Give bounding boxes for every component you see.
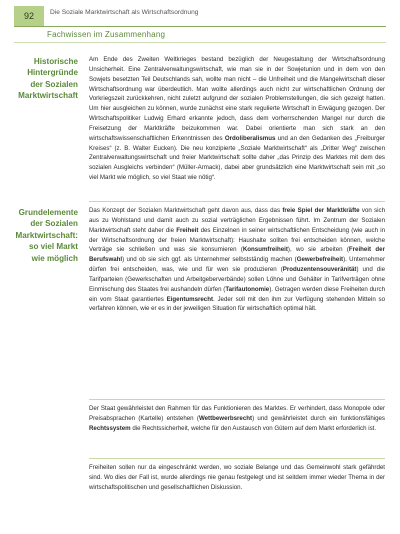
text-run: ). Getragen werden diese Freiheiten durch ein vom Staat garantiertes [89,285,385,303]
margin-heading-elements [8,207,78,264]
paragraph-history [89,55,385,183]
page-header [0,0,400,26]
text-run: . Jeder soll mit den ihm zur Verfügung stehenden Mitteln so verfahren können, wie er es in der jeweiligen Situation für wirtschaftlich optimal hält. [89,295,386,313]
text-run: ). Unternehmer dürfen frei entscheiden, was, wie und für wen sie produzieren ( [89,256,385,274]
paragraph-state-role [89,404,385,434]
margin-heading-line: Marktwirtschaft: [15,230,78,240]
margin-heading-line: der Sozialen [30,219,78,229]
page-number: 92 [14,6,44,26]
bold-term: freie Spiel der Marktkräfte [282,207,360,214]
text-run: Freiheiten sollen nur da eingeschränkt werden, wo soziale Belange und das Gemeinwohl stark gefährdet sind. Wo dies der Fall ist, wurde allerdings nie genau festgelegt und ist seitdem immer wieder Thema in der wirtschaftspolitischen und gesellschaftlichen Diskussion. [89,464,385,491]
text-run: von sich aus zu Wohlstand und damit auch zu sozial verträglichen Ergebnissen führt. Im Zentrum der Sozialen Marktwirtschaft steht daher die [89,207,386,234]
section-title: Fachwissen im Zusammenhang [47,30,166,39]
text-run: Am Ende des Zweiten Weltkrieges bestand bezüglich der Neugestaltung der Wirtschaftsordnung Unsicherheit. Eine Zentralverwaltungswirtschaft, wie man sie in der Sowjetunion und in dem von den Sowjets besetzten Teil Deutschlands sah, wollte man nicht – die Unfreiheit und die Mangelwirtschaft dieser Wirtschaftsordnung war überdeutlich. Man wollte allerdings auch nicht zur wirtschaftlichen Ordnung der Vorkriegszeit zurückkehren, nicht zuletzt aufgrund der sozialen Problemstellungen, die sich gezeigt hatten. Um hier ausgleichen zu können, wurde zunächst eine stark regulierte Wirtschaft in Erwägung gezogen. Der Wirtschaftspolitiker Ludwig Erhard erkannte jedoch, dass dem vorherrschenden Mangel nur durch die Freisetzung der Marktkräfte beizukommen war. Dabei orientierte man sich stark an den wirtschaftswissenschaftlichen Erkenntnissen des [89,56,385,142]
text-run: und an den Gedanken des „Freiburger Kreises“ (z. B. Walter Eucken). Die neu konzipierte „Soziale Marktwirtschaft“ als „Dritter Weg“ zwischen Zentralverwaltungswirtschaft und freier Marktwirtschaft sollte daher „das Prinzip des Marktes mit dem des sozialen Ausgleichs verbinden“ (Müller-Armack), dabei aber grundsätzlich eine Marktwirtschaft sein mit „so viel Markt wie möglich, so viel Staat wie nötig“. [89,134,385,182]
header-divider [14,26,386,27]
bold-term: Konsumfreiheit [242,246,288,254]
paragraph-freedoms [89,206,385,314]
text-run: die Rechtssicherheit, welche für den Austausch von Gütern auf dem Markt erforderlich ist. [130,424,377,432]
text-run: ) und die Tarifparteien (Gewerkschaften und Arbeitgeberverbände) sollen Löhne und Gehälter in Tarifverträgen ohne Einmischung des Staates frei aushandeln dürfen ( [89,266,385,293]
bold-term: Eigentumsrecht [166,295,214,303]
text-run: Der Staat gewährleistet den Rahmen für das Funktionieren des Marktes. Er verhindert, dass Monopole oder Preisabsprachen (Kartelle) entstehen ( [89,405,385,422]
text-run: ) und ob sie sich ggf. als Unternehmer selbstständig machen ( [122,256,297,264]
bold-term: Tarifautonomie [225,285,270,293]
margin-heading-line: Historische [33,57,78,66]
margin-heading-line: Hintergründe [27,68,78,78]
bold-term: Produzentensouveränität [282,266,357,274]
section-divider [14,42,386,43]
text-run: ), wo sie arbeiten ( [287,246,349,254]
text-run: des Einzelnen in seiner wirtschaftlichen Entscheidung (wie auch in der Wirtschaftsordnung der freien Marktwirtschaft): Haushalte sollten frei entscheiden können, welche Verträge sie schließen und was sie konsumieren ( [89,226,385,254]
margin-heading-line: wie möglich [31,253,78,263]
paragraph-divider [89,201,385,202]
margin-heading-line: Marktwirtschaft [18,91,78,101]
bold-term: Ordoliberalismus [224,134,276,142]
text-run: ) und gewährleistet durch ein funktionsfähiges [252,414,385,422]
paragraph-limits [89,463,385,493]
paragraph-divider [89,399,385,400]
running-head: Die Soziale Marktwirtschaft als Wirtschaftsordnung [50,9,199,16]
bold-term: Wettbewerbsrecht [198,414,253,422]
bold-term: Rechtssystem [89,424,131,432]
margin-heading-line: der Sozialen [30,79,78,89]
bold-term: Freiheit der Berufswahl [89,246,385,264]
margin-heading-history [8,56,78,102]
text-run: Das Konzept der Sozialen Marktwirtschaft geht davon aus, dass das [89,207,283,214]
margin-heading-line: so viel Markt [28,242,78,252]
margin-heading-line: Grundelemente [18,208,78,217]
paragraph-divider [89,458,385,459]
bold-term: Gewerbefreiheit [296,256,344,264]
bold-term: Freiheit [176,226,199,234]
